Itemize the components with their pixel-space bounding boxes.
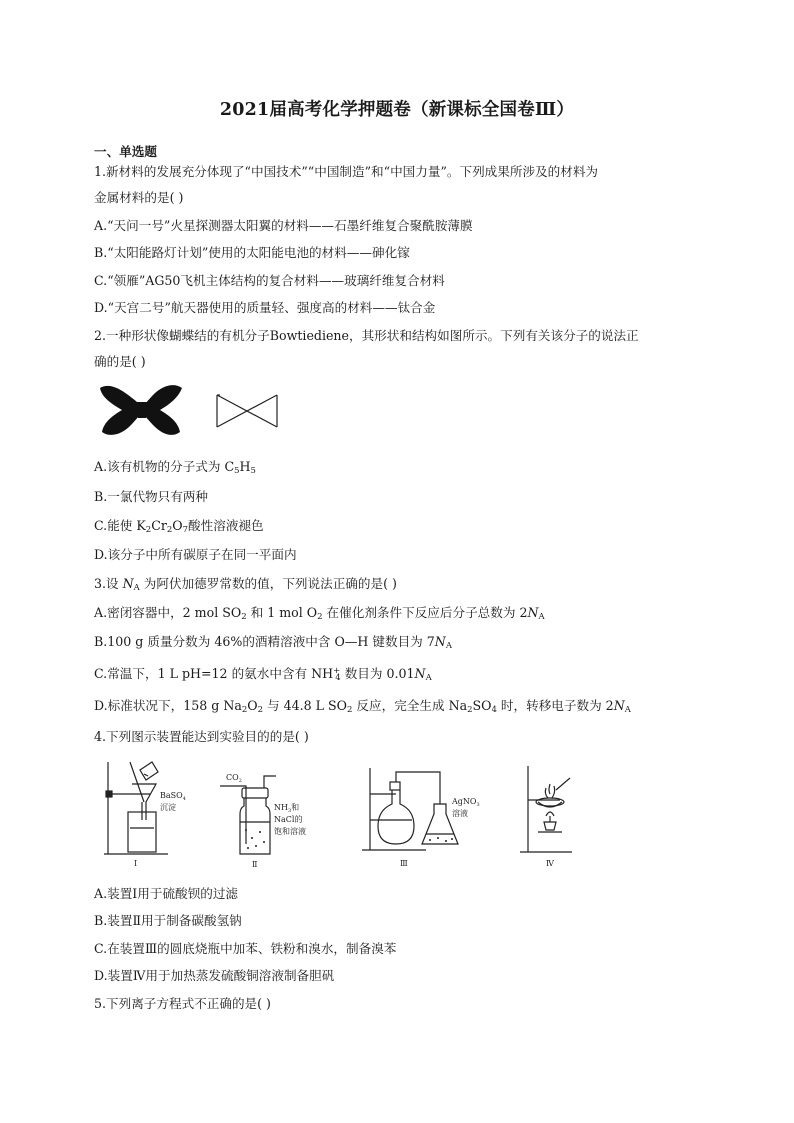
apparatus-4-evaporation bbox=[516, 760, 586, 868]
apparatus-3-numeral: Ⅲ bbox=[400, 859, 408, 868]
bowtie-structure-figure bbox=[214, 392, 280, 430]
q4-option-b: B.装置Ⅱ用于制备碳酸氢钠 bbox=[94, 913, 242, 928]
apparatus-4-numeral: Ⅳ bbox=[546, 859, 554, 868]
q1-stem-line2: 金属材料的是( ) bbox=[94, 190, 184, 205]
precipitate-label: 沉淀 bbox=[160, 803, 176, 812]
q5-stem: 5.下列离子方程式不正确的是( ) bbox=[94, 996, 271, 1011]
q4-option-a: A.装置Ⅰ用于硫酸钡的过滤 bbox=[94, 886, 239, 901]
q1-option-c: C.“领雁”AG50飞机主体结构的复合材料——玻璃纤维复合材料 bbox=[94, 273, 445, 288]
section-heading: 一、单选题 bbox=[94, 144, 157, 159]
agno3-label: AgNO$_3$ bbox=[452, 797, 480, 808]
q4-option-c: C.在装置Ⅲ的圆底烧瓶中加苯、铁粉和溴水，制备溴苯 bbox=[94, 941, 397, 956]
q2-option-b: B.一氯代物只有两种 bbox=[94, 489, 209, 504]
baso4-label: BaSO$_4$ bbox=[160, 791, 186, 802]
nacl-label: NaCl的 bbox=[274, 815, 303, 824]
q3-option-b: B.100 g 质量分数为 46%的酒精溶液中含 O—H 键数目为 $7N_A$ bbox=[94, 634, 452, 651]
q2-stem-line2: 确的是( ) bbox=[94, 354, 146, 369]
apparatus-2-gas-bottle bbox=[218, 768, 318, 868]
nh3-label: $NH_3$和 bbox=[274, 803, 300, 814]
q4-stem: 4.下列图示装置能达到实验目的的是( ) bbox=[94, 729, 309, 744]
q4-option-d: D.装置Ⅳ用于加热蒸发硫酸铜溶液制备胆矾 bbox=[94, 968, 335, 983]
q3-option-d: D.标准状况下，158 g $Na_2O_2$ 与 44.8 L $SO_2$ 反应，完全生成 $Na_2SO_4$ 时，转移电子数为 $2N_A$ bbox=[94, 698, 631, 715]
q1-option-a: A.“天问一号”火星探测器太阳翼的材料——石墨纤维复合聚酰胺薄膜 bbox=[94, 218, 473, 233]
apparatus-1-numeral: Ⅰ bbox=[134, 859, 138, 868]
page-title: 2021届高考化学押题卷（新课标全国卷Ⅲ） bbox=[219, 100, 575, 120]
q2-stem-line1: 2.一种形状像蝴蝶结的有机分子Bowtiediene，其形状和结构如图所示。下列有关该分子的说法正 bbox=[94, 328, 639, 343]
q3-stem: 3.设 $N_A$ 为阿伏加德罗常数的值，下列说法正确的是( ) bbox=[94, 576, 397, 593]
q1-option-d: D.“天宫二号”航天器使用的质量轻、强度高的材料——钛合金 bbox=[94, 300, 436, 315]
saturated-solution-label: 饱和溶液 bbox=[274, 827, 306, 836]
co2-label: $CO_2$ bbox=[226, 773, 242, 784]
q1-option-b: B.“太阳能路灯计划”使用的太阳能电池的材料——砷化镓 bbox=[94, 245, 410, 260]
q3-option-c: C.常温下，1 L pH=12 的氨水中含有 $NH^+_4$ 数目为 $0.01N_A$ bbox=[94, 666, 432, 683]
agno3-solution-label: 溶液 bbox=[452, 809, 468, 818]
apparatus-1-filtration bbox=[98, 758, 196, 868]
q2-option-d: D.该分子中所有碳原子在同一平面内 bbox=[94, 547, 297, 562]
bowtie-shape-figure bbox=[96, 380, 186, 440]
q1-stem-line1: 1.新材料的发展充分体现了“中国技术”“中国制造”和“中国力量”。下列成果所涉及的材料为 bbox=[94, 164, 599, 179]
q2-option-c: C.能使 $K_2Cr_2O_7$酸性溶液褪色 bbox=[94, 518, 264, 535]
apparatus-3-flask bbox=[356, 764, 492, 868]
q3-option-a: A.密闭容器中，2 mol $SO_2$ 和 1 mol $O_2$ 在催化剂条件下反应后分子总数为 $2N_A$ bbox=[94, 605, 545, 622]
q2-option-a: A.该有机物的分子式为 $C_5H_5$ bbox=[94, 459, 256, 476]
apparatus-2-numeral: Ⅱ bbox=[252, 860, 258, 868]
